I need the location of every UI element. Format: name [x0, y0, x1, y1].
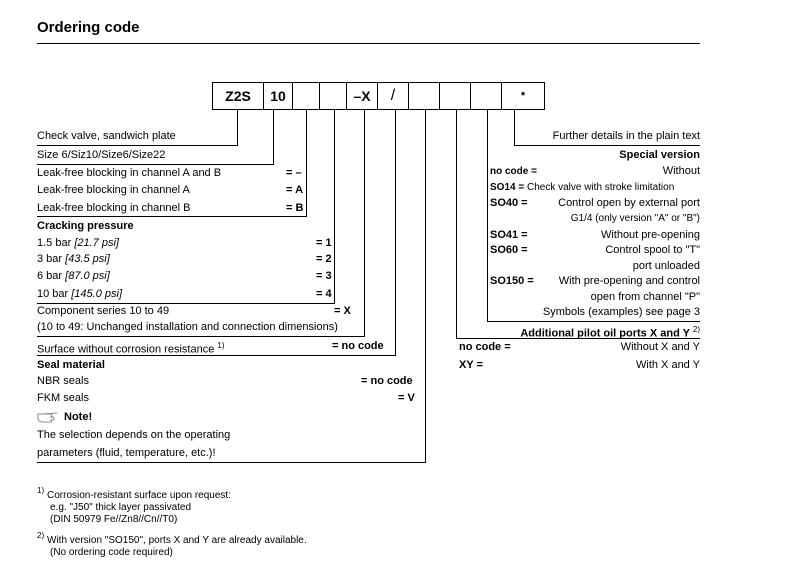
check-valve-label: Check valve, sandwich plate	[37, 130, 176, 142]
pilot-header-text: Additional pilot oil ports X and Y	[520, 327, 690, 340]
so60-sub: port unloaded	[632, 260, 700, 272]
cracking-bar: 10 bar	[37, 288, 72, 300]
so60-code: SO60 =	[490, 244, 528, 256]
underline-size	[37, 164, 274, 165]
note-label: Note!	[64, 411, 93, 423]
connector-pilot	[456, 110, 457, 338]
pilot-footnote-ref: 2)	[692, 325, 700, 334]
seal-header: Seal material	[37, 359, 105, 371]
cracking-code: = 1	[316, 237, 332, 249]
nbr-label: NBR seals	[37, 375, 89, 387]
underline-special	[487, 321, 700, 322]
cracking-psi: [21.7 psi]	[74, 237, 119, 249]
component-series-note: (10 to 49: Unchanged installation and connection dimensions)	[37, 321, 338, 333]
surface-text: Surface without corrosion resistance	[37, 343, 215, 356]
connector-type	[237, 110, 238, 145]
connector-seal	[425, 110, 426, 463]
footnote-2-mark: 2)	[37, 531, 45, 540]
cracking-row	[37, 253, 110, 266]
note-line-1: The selection depends on the operating	[37, 429, 231, 441]
underline-cracking	[37, 303, 335, 304]
underline-blocking	[37, 216, 307, 217]
cracking-psi: [43.5 psi]	[65, 253, 110, 265]
cracking-code: = 3	[316, 270, 332, 282]
connector-blocking	[306, 110, 307, 216]
connector-further	[514, 110, 515, 145]
so14-text: Check valve with stroke limitation	[526, 182, 675, 193]
symbols-note: Symbols (examples) see page 3	[542, 306, 700, 318]
footnote-2-line-1: With version "SO150", ports X and Y are already available.	[47, 535, 307, 546]
so14-row	[490, 182, 674, 194]
connector-surface	[395, 110, 396, 355]
code-box-type: Z2S	[212, 82, 264, 110]
special-version-header: Special version	[619, 149, 700, 161]
pilot-xy-code: XY =	[459, 359, 483, 371]
footnote-2-line-2: (No ordering code required)	[50, 547, 173, 558]
pilot-header	[520, 323, 700, 341]
fkm-code: = V	[398, 392, 415, 404]
code-box-seal	[408, 82, 440, 110]
leak-b-label: Leak-free blocking in channel B	[37, 202, 191, 214]
pilot-without: Without X and Y	[620, 341, 700, 353]
footnote-1-line-3: (DIN 50979 Fe//Zn8//Cn//T0)	[50, 514, 178, 525]
further-details-label: Further details in the plain text	[552, 130, 700, 142]
page-title: Ordering code	[37, 19, 140, 36]
underline-seal	[37, 462, 426, 463]
surface-label	[37, 340, 225, 357]
cracking-row	[37, 270, 110, 283]
size-label: Size 6/Siz10/Size6/Size22	[37, 149, 166, 161]
surface-code: = no code	[332, 340, 384, 352]
code-box-surface: /	[377, 82, 409, 110]
leak-b-code: = B	[286, 202, 304, 214]
code-box-size: 10	[263, 82, 293, 110]
code-box-pilot	[439, 82, 471, 110]
title-rule	[37, 43, 700, 44]
leak-ab-label: Leak-free blocking in channel A and B	[37, 167, 222, 179]
footnote-1-line-2: e.g. "J50" thick layer passivated	[50, 502, 192, 513]
so150-sub: open from channel "P"	[590, 291, 700, 303]
cracking-row	[37, 288, 122, 301]
special-without: Without	[662, 165, 700, 177]
surface-footnote-ref: 1)	[217, 341, 225, 350]
pointing-hand-icon	[37, 409, 59, 428]
code-box-cracking	[319, 82, 347, 110]
component-series-label: Component series 10 to 49	[37, 305, 170, 317]
connector-series	[364, 110, 365, 336]
cracking-bar: 1.5 bar	[37, 237, 75, 249]
cracking-bar: 6 bar	[37, 270, 66, 282]
series-code-text: –X	[353, 88, 371, 104]
nbr-code: = no code	[361, 375, 413, 387]
so150-code: SO150 =	[490, 275, 534, 287]
so40-code: SO40 =	[490, 197, 528, 209]
code-box-further: *	[501, 82, 545, 110]
code-box-blocking	[292, 82, 320, 110]
leak-a-label: Leak-free blocking in channel A	[37, 184, 190, 196]
cracking-bar: 3 bar	[37, 253, 66, 265]
cracking-code: = 4	[316, 288, 332, 300]
footnote-1-mark: 1)	[37, 486, 45, 495]
special-no-code: no code =	[490, 166, 537, 177]
code-box-series	[346, 82, 378, 110]
underline-check-valve	[37, 145, 238, 146]
connector-size	[273, 110, 274, 164]
leak-ab-code: = –	[286, 167, 302, 179]
pilot-with: With X and Y	[636, 359, 700, 371]
underline-series	[37, 336, 365, 337]
code-box-special	[470, 82, 502, 110]
so41-code: SO41 =	[490, 229, 528, 241]
so14-code: SO14 =	[490, 182, 525, 193]
cracking-psi: [87.0 psi]	[65, 270, 110, 282]
fkm-label: FKM seals	[37, 392, 89, 404]
note-line-2: parameters (fluid, temperature, etc.)!	[37, 447, 216, 459]
component-series-code: = X	[334, 305, 351, 317]
cracking-header: Cracking pressure	[37, 220, 134, 232]
so40-sub: G1/4 (only version "A" or "B")	[570, 213, 700, 224]
so40-text: Control open by external port	[558, 197, 700, 209]
so150-text: With pre-opening and control	[558, 275, 700, 287]
pilot-no-code: no code =	[459, 341, 511, 353]
connector-cracking	[334, 110, 335, 304]
cracking-row	[37, 237, 119, 250]
cracking-psi: [145.0 psi]	[71, 288, 123, 300]
leak-a-code: = A	[286, 184, 304, 196]
connector-special	[487, 110, 488, 321]
so41-text: Without pre-opening	[600, 229, 700, 241]
so60-text: Control spool to "T"	[605, 244, 700, 256]
cracking-code: = 2	[316, 253, 332, 265]
footnote-1-line-1: Corrosion-resistant surface upon request:	[47, 490, 231, 501]
underline-further	[514, 145, 700, 146]
